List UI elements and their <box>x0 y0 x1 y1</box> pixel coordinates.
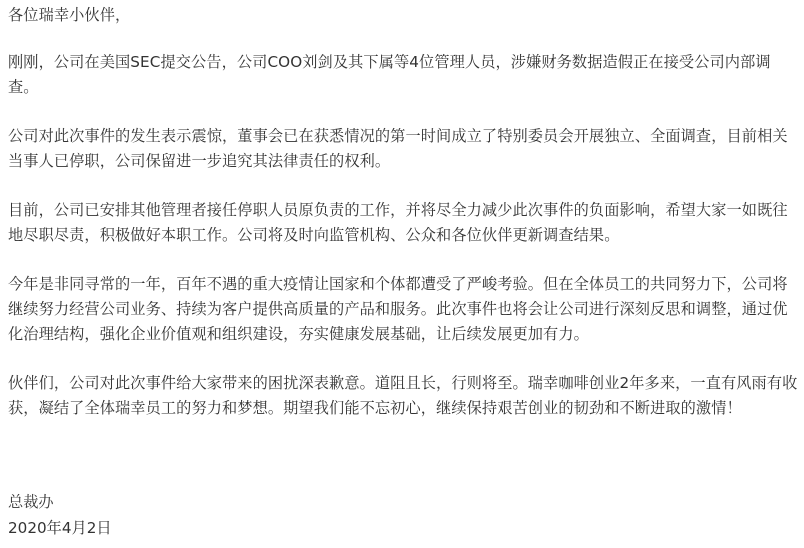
paragraph-year-outlook: 今年是非同寻常的一年，百年不遇的重大疫情让国家和个体都遭受了严峻考验。但在全体员工的共同努力下，公司将继续努力经营公司业务、持续为客户提供高质量的产品和服务。此次事件也将会让公司进行深刻反思和调整，通过优化治理结构，强化企业价值观和组织建设，夯实健康发展基础，让后续发展更加有力。 <box>8 275 788 343</box>
signature: 总裁办 <box>8 493 54 511</box>
paragraph-board-investigation: 公司对此次事件的发生表示震惊，董事会已在获悉情况的第一时间成立了特别委员会开展独立、全面调查，目前相关当事人已停职，公司保留进一步追究其法律责任的权利。 <box>8 127 788 170</box>
letter-date: 2020年4月2日 <box>8 519 112 537</box>
paragraph-apology: 伙伴们，公司对此次事件给大家带来的困扰深表歉意。道阻且长，行则将至。瑞幸咖啡创业2年多来，一直有风雨有收获，凝结了全体瑞幸员工的努力和梦想。期望我们能不忘初心，继续保持艰苦创业的韧劲和不断进取的激情！ <box>8 374 798 417</box>
letter-greeting: 各位瑞幸小伙伴， <box>8 6 131 24</box>
paragraph-work-arrangement: 目前，公司已安排其他管理者接任停职人员原负责的工作，并将尽全力减少此次事件的负面影响，希望大家一如既往地尽职尽责，积极做好本职工作。公司将及时向监管机构、公众和各位伙伴更新调查结果。 <box>8 201 788 244</box>
letter-signoff <box>8 489 308 541</box>
paragraph-sec-announcement: 刚刚，公司在美国SEC提交公告，公司COO刘剑及其下属等4位管理人员，涉嫌财务数据造假正在接受公司内部调查。 <box>8 53 771 96</box>
letter-body <box>8 3 798 445</box>
